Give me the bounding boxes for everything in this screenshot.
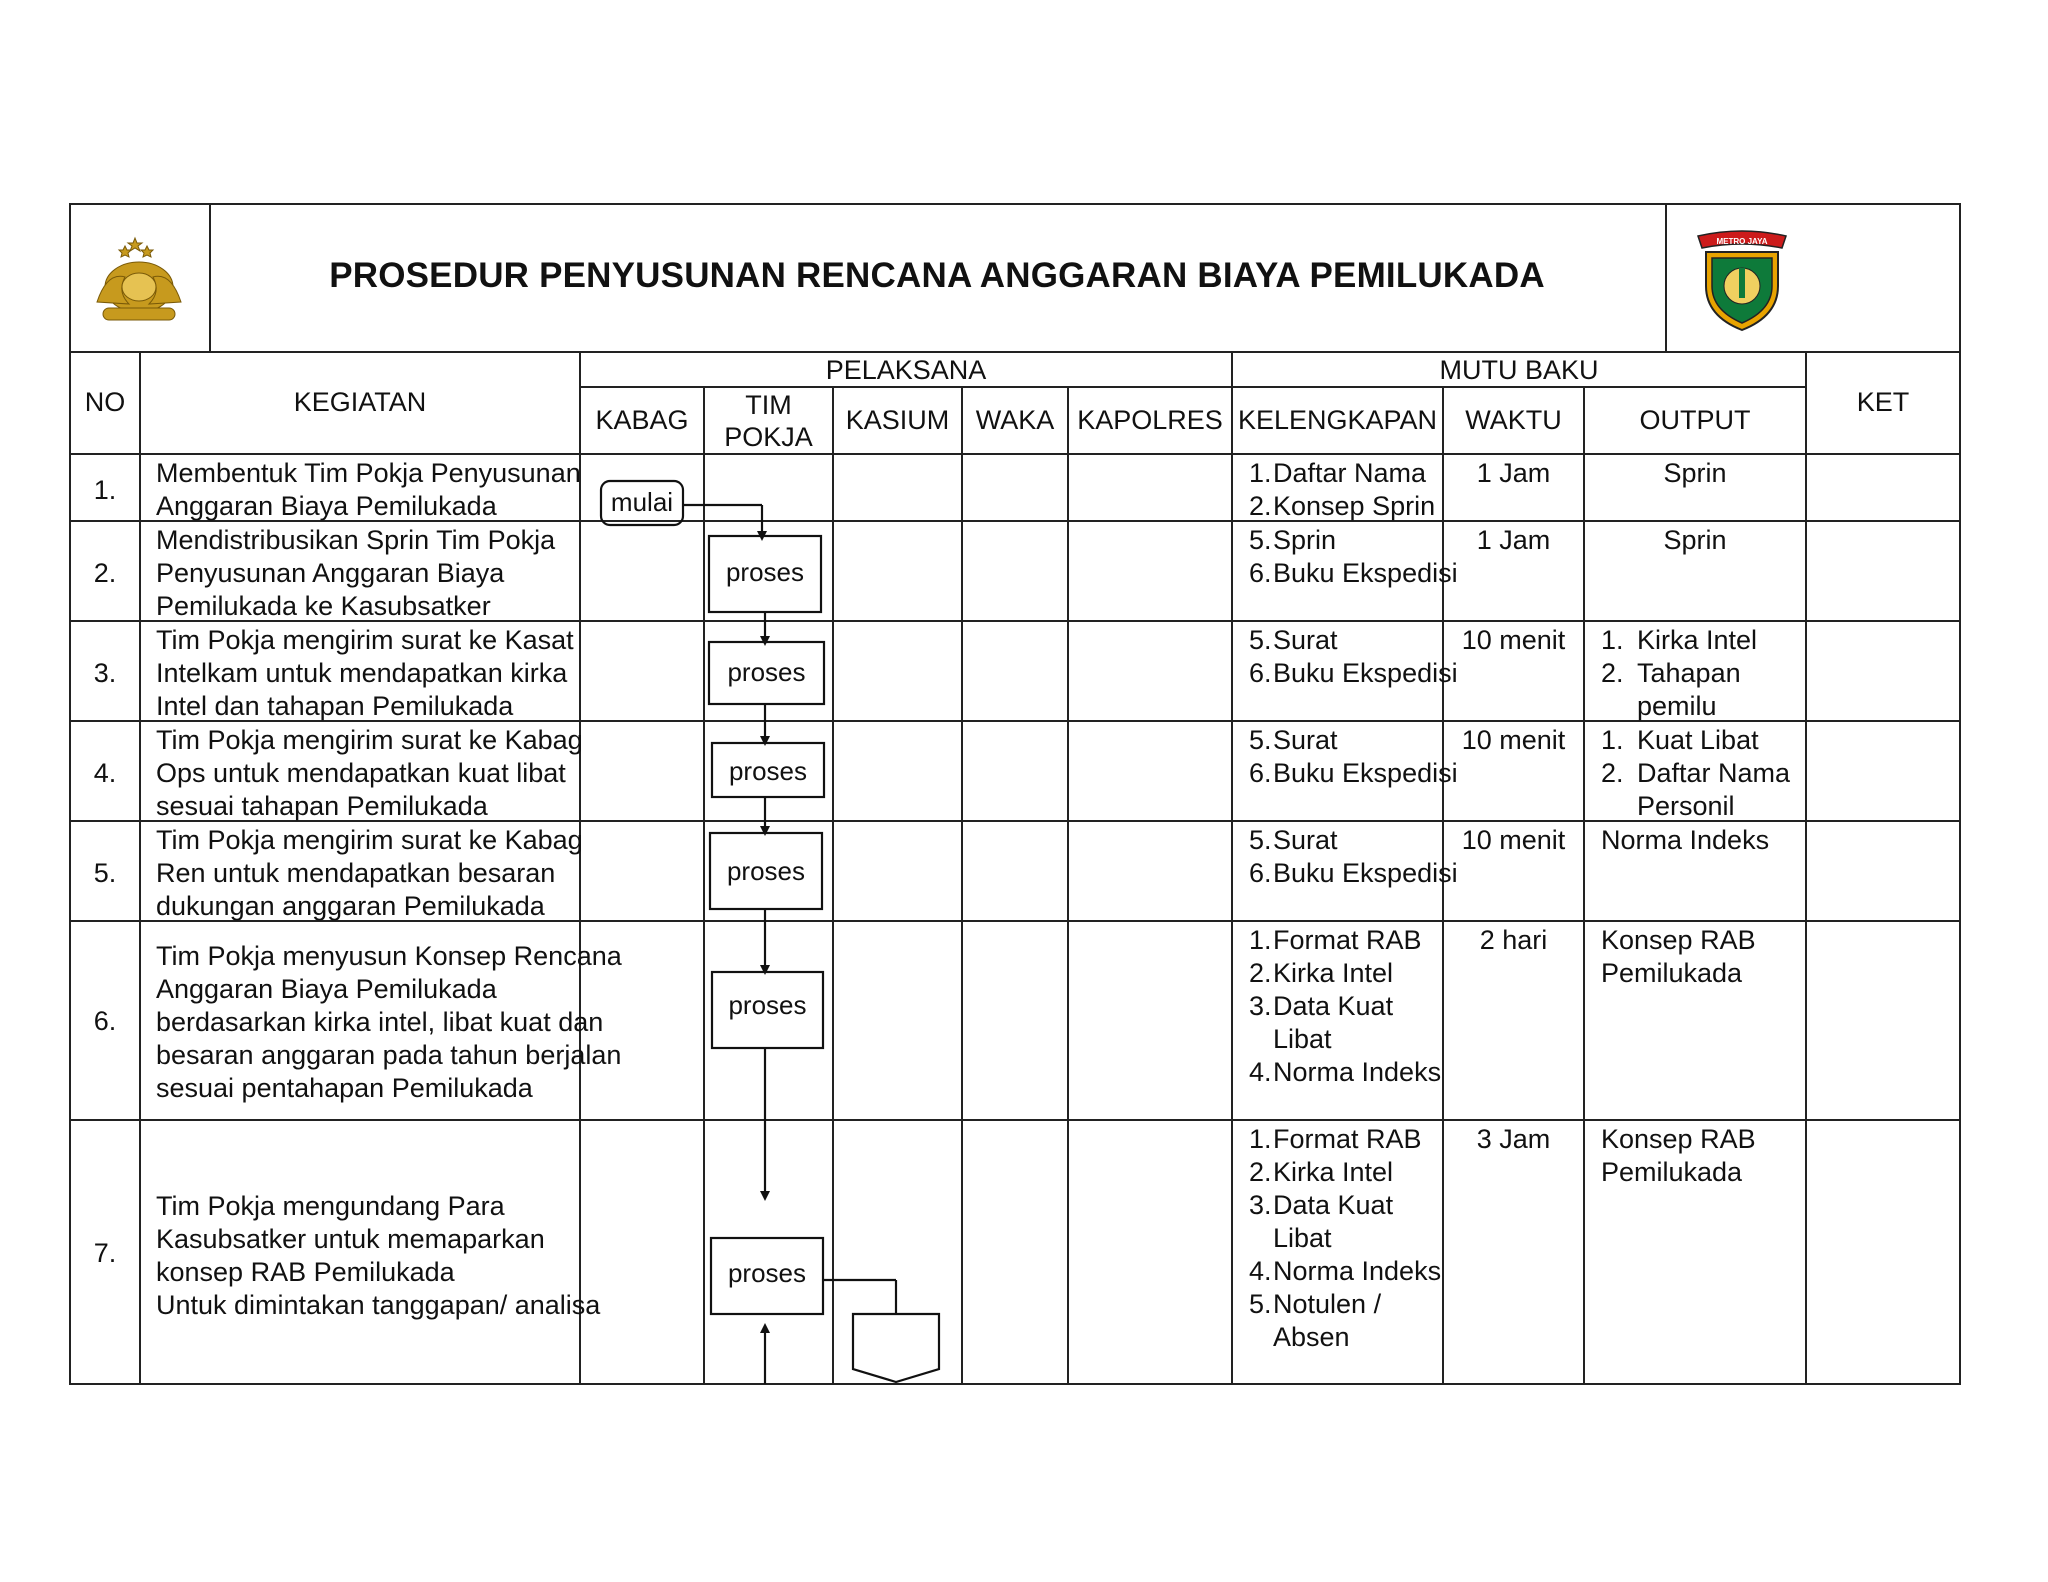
kegiatan-line: Pemilukada ke Kasubsatker — [156, 591, 491, 621]
kegiatan-line: Tim Pokja mengirim surat ke Kasat — [156, 625, 574, 655]
header-kasium: KASIUM — [845, 405, 950, 435]
flow-process-label: proses — [727, 1258, 807, 1288]
flow-process-label: proses — [725, 557, 805, 587]
header-no: NO — [84, 387, 126, 417]
waktu-value: 10 menit — [1461, 625, 1566, 655]
row-number: 6. — [93, 1006, 117, 1036]
kegiatan-line: Intelkam untuk mendapatkan kirka — [156, 658, 568, 688]
waktu-value: 2 hari — [1479, 925, 1548, 955]
kegiatan-line: Untuk dimintakan tanggapan/ analisa — [156, 1290, 601, 1320]
kegiatan-line: besaran anggaran pada tahun berjalan — [156, 1040, 622, 1070]
output-value: Pemilukada — [1601, 1157, 1743, 1187]
output-value: Konsep RAB — [1601, 1124, 1756, 1154]
output-value: Pemilukada — [1601, 958, 1743, 988]
row-number: 4. — [93, 758, 117, 788]
waktu-value: 1 Jam — [1476, 525, 1551, 555]
flow-start-label: mulai — [610, 487, 674, 517]
waktu-value: 10 menit — [1461, 725, 1566, 755]
flow-process-label: proses — [728, 990, 807, 1020]
kegiatan-line: Tim Pokja menyusun Konsep Rencana — [156, 941, 622, 971]
header-waka: WAKA — [975, 405, 1055, 435]
police-emblem-logo — [87, 232, 197, 332]
waktu-value: 3 Jam — [1476, 1124, 1551, 1154]
metro-jaya-badge-logo — [1692, 228, 1792, 334]
kelengkapan-list: 5. Surat 6. Buku Ekspedisi — [1249, 725, 1458, 788]
kegiatan-line: Mendistribusikan Sprin Tim Pokja — [156, 525, 556, 555]
header-mutu-baku: MUTU BAKU — [1439, 355, 1599, 385]
output-value: Sprin — [1663, 458, 1727, 488]
header-output: OUTPUT — [1639, 405, 1751, 435]
row-number: 1. — [93, 475, 117, 505]
header-waktu: WAKTU — [1465, 405, 1562, 435]
kegiatan-line: sesuai tahapan Pemilukada — [156, 791, 488, 821]
kegiatan-line: Ops untuk mendapatkan kuat libat — [156, 758, 566, 788]
output-list: 1. Kirka Intel 2. Tahapan pemilu — [1601, 625, 1758, 721]
kelengkapan-list: 5. Surat 6. Buku Ekspedisi — [1249, 625, 1458, 688]
waktu-value: 1 Jam — [1476, 458, 1551, 488]
kegiatan-line: Tim Pokja mengirim surat ke Kabag — [156, 725, 583, 755]
kegiatan-line: Tim Pokja mengirim surat ke Kabag — [156, 825, 583, 855]
output-value: Norma Indeks — [1601, 825, 1770, 855]
header-ket: KET — [1856, 387, 1910, 417]
row-number: 2. — [93, 558, 117, 588]
header-pelaksana: PELAKSANA — [825, 355, 987, 385]
kegiatan-line: Tim Pokja mengundang Para — [156, 1191, 505, 1221]
svg-text:METRO JAYA: METRO JAYA — [1716, 237, 1768, 246]
output-value: Sprin — [1663, 525, 1727, 555]
header-kapolres: KAPOLRES — [1077, 405, 1223, 435]
header-kabag: KABAG — [595, 405, 689, 435]
flow-process-label: proses — [726, 856, 806, 886]
kegiatan-line: Kasubsatker untuk memaparkan — [156, 1224, 545, 1254]
row-number: 5. — [93, 858, 117, 888]
header-tim-pokja: TIM POKJA — [724, 390, 813, 452]
kelengkapan-list: 1. Format RAB 2. Kirka Intel 3. Data Kuat Libat 4. Norma Indeks 5. Notulen / Absen — [1249, 1124, 1442, 1352]
flow-process-label: proses — [728, 756, 808, 786]
kelengkapan-list: 5. Surat 6. Buku Ekspedisi — [1249, 825, 1458, 888]
kegiatan-line: konsep RAB Pemilukada — [156, 1257, 455, 1287]
kegiatan-line: sesuai pentahapan Pemilukada — [156, 1073, 533, 1103]
offpage-connector — [853, 1314, 939, 1382]
kegiatan-line: berdasarkan kirka intel, libat kuat dan — [156, 1007, 604, 1037]
header-kelengkapan: KELENGKAPAN — [1237, 405, 1438, 435]
row-number: 3. — [93, 658, 117, 688]
kelengkapan-list: 1. Daftar Nama 2. Konsep Sprin — [1249, 458, 1436, 521]
kegiatan-line: Intel dan tahapan Pemilukada — [156, 691, 514, 721]
kegiatan-line: Membentuk Tim Pokja Penyusunan — [156, 458, 581, 488]
kegiatan-line: Anggaran Biaya Pemilukada — [156, 491, 497, 521]
kegiatan-line: Anggaran Biaya Pemilukada — [156, 974, 497, 1004]
kegiatan-line: dukungan anggaran Pemilukada — [156, 891, 545, 921]
kelengkapan-list: 5. Sprin 6. Buku Ekspedisi — [1249, 525, 1458, 588]
page-title: PROSEDUR PENYUSUNAN RENCANA ANGGARAN BIAYA PEMILUKADA — [329, 256, 1545, 295]
output-value: Konsep RAB — [1601, 925, 1756, 955]
waktu-value: 10 menit — [1461, 825, 1566, 855]
row-number: 7. — [93, 1238, 117, 1268]
kegiatan-line: Penyusunan Anggaran Biaya — [156, 558, 505, 588]
flow-process-label: proses — [727, 657, 806, 687]
header-kegiatan: KEGIATAN — [293, 387, 427, 417]
kelengkapan-list: 1. Format RAB 2. Kirka Intel 3. Data Kuat Libat 4. Norma Indeks — [1249, 925, 1442, 1087]
output-list: 1. Kuat Libat 2. Daftar Nama Personil — [1601, 725, 1791, 821]
kegiatan-line: Ren untuk mendapatkan besaran — [156, 858, 556, 888]
